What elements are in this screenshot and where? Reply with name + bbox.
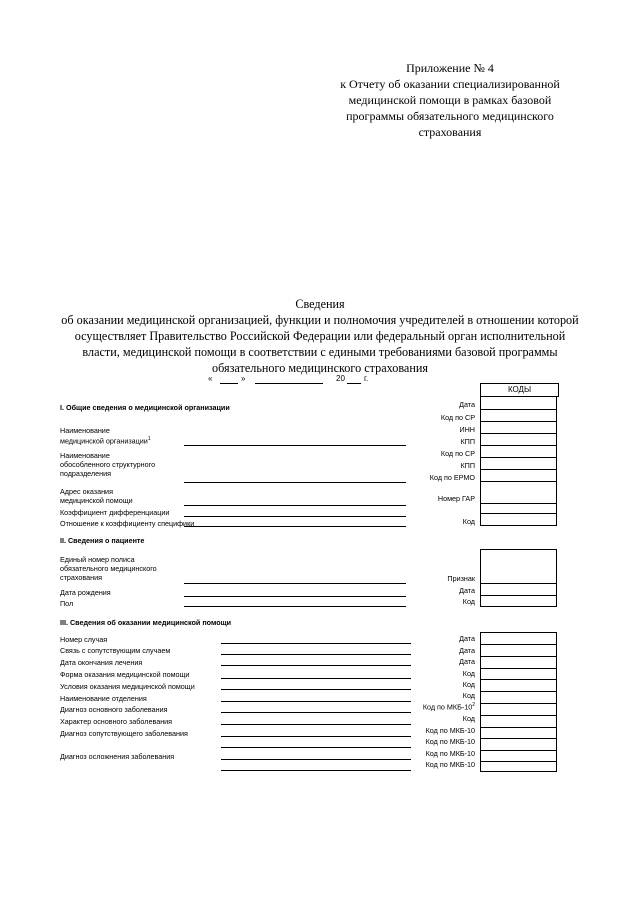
code-label: Признак	[447, 574, 475, 583]
main-diagnosis-field[interactable]	[221, 712, 411, 713]
code-cell-divider	[481, 644, 556, 645]
code-label: Номер ГАР	[437, 494, 475, 503]
code-label: Код	[462, 691, 475, 700]
concomitant-diagnosis-field-2[interactable]	[221, 747, 411, 748]
concomitant-diagnosis-field[interactable]	[221, 736, 411, 737]
code-cell-divider	[481, 445, 556, 446]
code-label: Дата	[459, 634, 475, 643]
spec-coef-label: Отношение к коэффициенту специфики	[60, 519, 195, 528]
code-cell-divider	[481, 679, 556, 680]
spec-coef-field[interactable]	[184, 526, 406, 527]
code-label: Дата	[459, 646, 475, 655]
code-label: Код	[462, 714, 475, 723]
case-number-label: Номер случая	[60, 635, 108, 644]
code-cell-divider	[481, 433, 556, 434]
codes-header: КОДЫ	[480, 383, 559, 397]
appendix-line: программы обязательного медицинского	[346, 109, 554, 123]
codes-box-section3	[480, 632, 557, 772]
code-label: Код по МКБ-10	[425, 737, 475, 746]
code-cell-divider	[481, 761, 556, 762]
document-title	[40, 296, 600, 376]
footnote-1: 1	[147, 436, 151, 442]
title-line: власти, медицинской помощи в соответствии с едиными требованиями базовой программы	[82, 345, 558, 359]
code-cell-divider	[481, 409, 556, 410]
department-label: Наименование отделения	[60, 694, 147, 703]
code-cell-divider	[481, 668, 556, 669]
appendix-line: страхования	[418, 125, 482, 139]
diff-coef-field[interactable]	[184, 516, 406, 517]
code-label: Дата	[459, 400, 475, 409]
year-prefix: 20	[336, 374, 345, 383]
year-field[interactable]	[347, 383, 361, 384]
code-label: КПП	[460, 437, 475, 446]
code-cell-divider	[481, 457, 556, 458]
org-name-label: Наименование медицинской организации$^1$	[60, 426, 151, 446]
code-cell-divider	[481, 691, 556, 692]
code-label: Код по МКБ-10	[425, 760, 475, 769]
month-field[interactable]	[255, 383, 323, 384]
policy-label: Единый номер полиса обязательного медицинского страхования	[60, 555, 157, 582]
unit-name-field[interactable]	[184, 482, 406, 483]
code-label: Код по ЕРМО	[429, 473, 475, 482]
code-cell-divider	[481, 656, 556, 657]
section1-title: I. Общие сведения о медицинской организации	[60, 403, 230, 412]
org-name-field[interactable]	[184, 445, 406, 446]
code-label: Код по МКБ-10	[425, 749, 475, 758]
code-cell-divider	[481, 583, 556, 584]
address-label: Адрес оказания медицинской помощи	[60, 487, 133, 505]
care-form-label: Форма оказания медицинской помощи	[60, 670, 190, 679]
related-case-field[interactable]	[221, 654, 411, 655]
department-field[interactable]	[221, 701, 411, 702]
care-conditions-label: Условия оказания медицинской помощи	[60, 682, 195, 691]
title-heading: Сведения	[295, 297, 345, 311]
code-cell-divider	[481, 481, 556, 482]
title-line: об оказании медицинской организацией, функции и полномочия учредителей в отношении которой	[61, 313, 579, 327]
section3-title: III. Сведения об оказании медицинской помощи	[60, 618, 232, 627]
care-form-field[interactable]	[221, 678, 411, 679]
code-label: ИНН	[459, 425, 475, 434]
disease-nature-field[interactable]	[221, 724, 411, 725]
code-label: Код	[462, 669, 475, 678]
code-label: КПП	[460, 461, 475, 470]
footnote-2: 2	[472, 702, 475, 708]
code-label: Код	[462, 597, 475, 606]
code-label: Код по МКБ-10	[425, 726, 475, 735]
birth-date-field[interactable]	[184, 596, 406, 597]
appendix-line: к Отчету об оказании специализированной	[340, 77, 560, 91]
date-close-quote: »	[241, 374, 246, 383]
code-label: Код по МКБ-$10^2$	[422, 702, 475, 712]
code-cell-divider	[481, 513, 556, 514]
policy-field[interactable]	[184, 583, 406, 584]
appendix-header	[300, 60, 600, 140]
end-date-label: Дата окончания лечения	[60, 658, 143, 667]
code-cell-divider	[481, 469, 556, 470]
concomitant-diagnosis-label: Диагноз сопутствующего заболевания	[60, 729, 188, 738]
complication-diagnosis-label: Диагноз осложнения заболевания	[60, 752, 175, 761]
code-label: Дата	[459, 657, 475, 666]
code-label: Код по СР	[440, 449, 475, 458]
complication-diagnosis-field-2[interactable]	[221, 770, 411, 771]
code-cell-divider	[481, 715, 556, 716]
disease-nature-label: Характер основного заболевания	[60, 717, 173, 726]
sex-label: Пол	[60, 599, 74, 608]
main-diagnosis-label: Диагноз основного заболевания	[60, 705, 168, 714]
code-label: Код по СР	[440, 413, 475, 422]
code-label: Код	[462, 680, 475, 689]
title-line: обязательного медицинского страхования	[212, 361, 428, 375]
date-open-quote: «	[208, 374, 213, 383]
section2-title: II. Сведения о пациенте	[60, 536, 145, 545]
code-cell-divider	[481, 750, 556, 751]
end-date-field[interactable]	[221, 665, 411, 666]
codes-box-section2	[480, 549, 557, 607]
care-conditions-field[interactable]	[221, 689, 411, 690]
codes-box-section1	[480, 396, 557, 526]
code-cell-divider	[481, 595, 556, 596]
code-cell-divider	[481, 421, 556, 422]
address-field[interactable]	[184, 505, 406, 506]
appendix-line: медицинской помощи в рамках базовой	[348, 93, 552, 107]
related-case-label: Связь с сопутствующим случаем	[60, 646, 171, 655]
case-number-field[interactable]	[221, 643, 411, 644]
code-cell-divider	[481, 503, 556, 504]
code-label: Дата	[459, 586, 475, 595]
complication-diagnosis-field[interactable]	[221, 759, 411, 760]
birth-date-label: Дата рождения	[60, 588, 111, 597]
diff-coef-label: Коэффициент дифференциации	[60, 508, 170, 517]
year-suffix: г.	[364, 374, 369, 383]
appendix-number: Приложение № 4	[406, 61, 494, 75]
code-label: Код	[462, 517, 475, 526]
code-cell-divider	[481, 703, 556, 704]
day-field[interactable]	[220, 383, 238, 384]
title-line: осуществляет Правительство Российской Федерации или федеральный орган исполнительной	[74, 329, 566, 343]
sex-field[interactable]	[184, 606, 406, 607]
unit-name-label: Наименование обособленного структурного подразделения	[60, 451, 156, 478]
code-cell-divider	[481, 738, 556, 739]
code-cell-divider	[481, 727, 556, 728]
